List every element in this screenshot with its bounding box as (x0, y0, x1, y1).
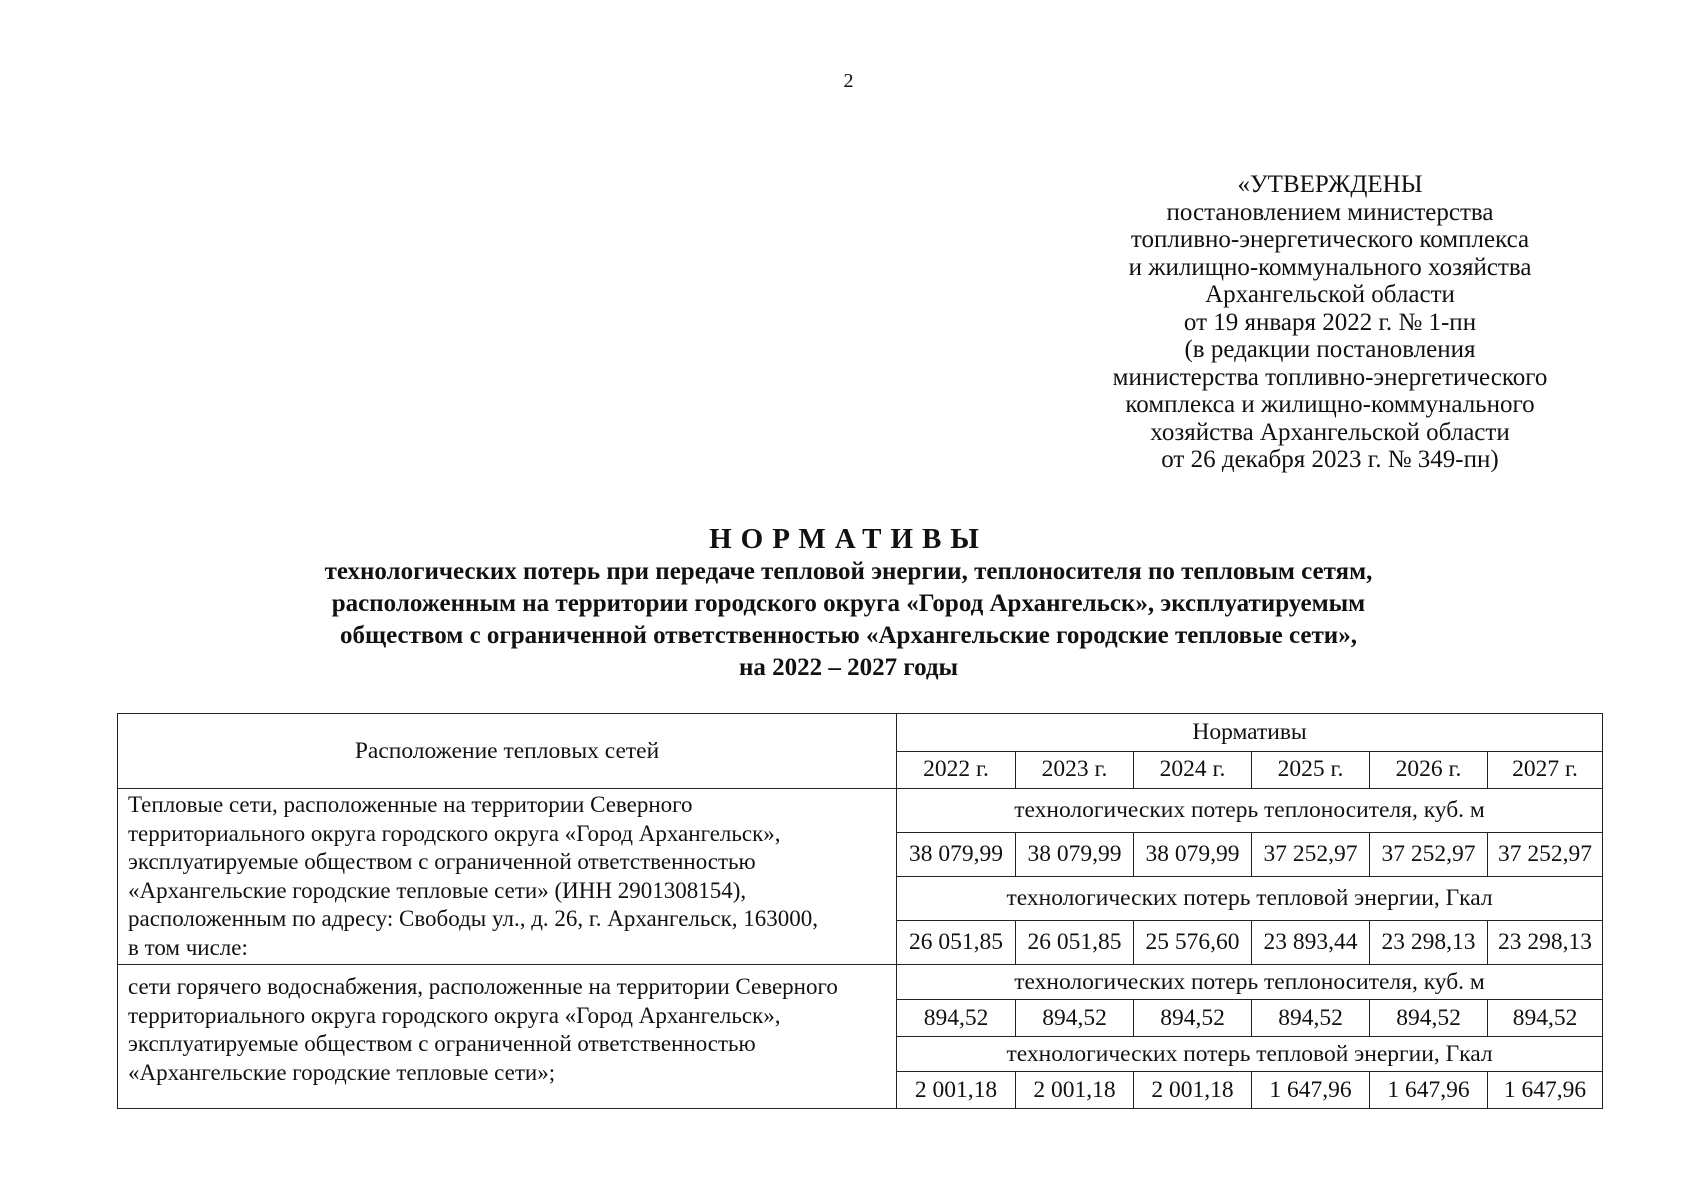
value-cell: 23 893,44 (1252, 921, 1370, 965)
norms-table (117, 713, 1603, 1109)
subtitle-line: расположенным на территории городского округа «Город Архангельск», эксплуатируемым (331, 590, 1366, 617)
location-column-header: Расположение тепловых сетей (118, 714, 897, 789)
location-cell (118, 965, 897, 1109)
value-cell: 37 252,97 (1252, 833, 1370, 877)
value-cell: 37 252,97 (1370, 833, 1488, 877)
approval-line: от 19 января 2022 г. № 1-пн (1183, 308, 1477, 336)
approval-line: топливно-энергетического комплекса (1130, 226, 1530, 253)
heat-loss-label: технологических потерь тепловой энергии, Гкал (897, 1037, 1603, 1072)
value-cell: 37 252,97 (1488, 833, 1603, 877)
value-cell: 2 001,18 (1134, 1072, 1252, 1109)
year-header: 2026 г. (1370, 751, 1488, 789)
value-cell: 894,52 (1488, 1000, 1603, 1037)
value-cell: 894,52 (897, 1000, 1016, 1037)
location-line: «Архангельские городские тепловые сети»; (128, 1059, 556, 1085)
location-line: эксплуатируемые обществом с ограниченной ответственностью (128, 1031, 756, 1056)
value-cell: 23 298,13 (1370, 921, 1488, 965)
approval-line: постановлением министерства (1166, 198, 1494, 226)
norms-column-header: Нормативы (897, 714, 1603, 752)
value-cell: 1 647,96 (1370, 1072, 1488, 1109)
table-header-row (118, 714, 1603, 752)
value-cell: 1 647,96 (1488, 1072, 1603, 1109)
approval-line: «УТВЕРЖДЕНЫ (1237, 171, 1423, 198)
approval-line: от 26 декабря 2023 г. № 349-пн) (1161, 446, 1499, 473)
document-title: НОРМАТИВЫ (709, 523, 988, 555)
subtitle-line: технологических потерь при передаче тепловой энергии, теплоносителя по тепловым сетям, (324, 558, 1373, 585)
approval-line: Архангельской области (1205, 281, 1455, 308)
year-header: 2025 г. (1252, 751, 1370, 789)
year-header: 2023 г. (1016, 751, 1134, 789)
heat-loss-label: технологических потерь тепловой энергии, Гкал (897, 877, 1603, 921)
approval-line: (в редакции постановления (1184, 336, 1476, 363)
value-cell: 1 647,96 (1252, 1072, 1370, 1109)
year-header: 2027 г. (1488, 751, 1603, 789)
location-cell (118, 789, 897, 965)
subtitle-line: обществом с ограниченной ответственностью «Архангельские городские тепловые сети», (340, 622, 1357, 649)
table-row (118, 965, 1603, 1000)
subtitle-line: на 2022 – 2027 годы (738, 654, 959, 681)
value-cell: 23 298,13 (1488, 921, 1603, 965)
year-header: 2024 г. (1134, 751, 1252, 789)
location-line: территориального округа городского округа «Город Архангельск», (128, 820, 781, 846)
value-cell: 894,52 (1016, 1000, 1134, 1037)
location-line: территориального округа городского округа «Город Архангельск», (128, 1002, 781, 1028)
value-cell: 25 576,60 (1134, 921, 1252, 965)
location-line: расположенным по адресу: Свободы ул., д. 26, г. Архангельск, 163000, (128, 906, 818, 931)
approval-line: хозяйства Архангельской области (1150, 418, 1510, 446)
document-subtitle (100, 556, 1597, 684)
coolant-loss-label: технологических потерь теплоносителя, куб. м (897, 789, 1603, 833)
location-line: эксплуатируемые обществом с ограниченной ответственностью (128, 849, 756, 874)
value-cell: 894,52 (1134, 1000, 1252, 1037)
coolant-loss-label: технологических потерь теплоносителя, куб. м (897, 965, 1603, 1000)
value-cell: 2 001,18 (897, 1072, 1016, 1109)
location-line: Тепловые сети, расположенные на территории Северного (128, 792, 693, 817)
value-cell: 2 001,18 (1016, 1072, 1134, 1109)
table-row (118, 789, 1603, 833)
location-line: в том числе: (128, 934, 248, 960)
value-cell: 38 079,99 (897, 833, 1016, 877)
approval-line: министерства топливно-энергетического (1112, 363, 1548, 391)
year-header: 2022 г. (897, 751, 1016, 789)
value-cell: 38 079,99 (1016, 833, 1134, 877)
approval-stamp-block (1080, 171, 1580, 474)
location-line: сети горячего водоснабжения, расположенные на территории Северного (128, 974, 838, 999)
value-cell: 26 051,85 (897, 921, 1016, 965)
approval-line: комплекса и жилищно-коммунального (1125, 391, 1535, 418)
approval-line: и жилищно-коммунального хозяйства (1128, 253, 1532, 281)
value-cell: 894,52 (1370, 1000, 1488, 1037)
value-cell: 26 051,85 (1016, 921, 1134, 965)
value-cell: 894,52 (1252, 1000, 1370, 1037)
page-number: 2 (843, 70, 854, 92)
document-title-block (100, 522, 1597, 684)
value-cell: 38 079,99 (1134, 833, 1252, 877)
location-line: «Архангельские городские тепловые сети» (ИНН 2901308154), (128, 877, 747, 903)
